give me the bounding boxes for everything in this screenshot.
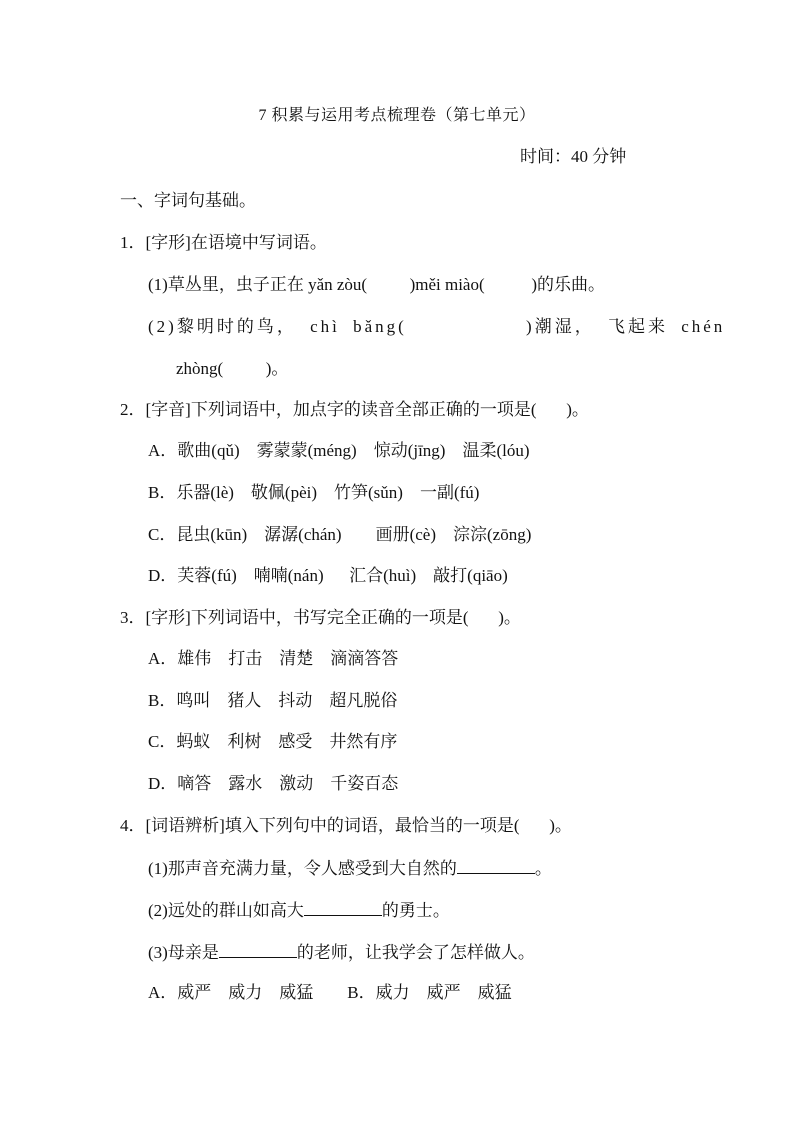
- question-2-stem: 2．[字音]下列词语中，加点字的读音全部正确的一项是( )。: [120, 400, 589, 419]
- question-4-item-2: [148, 899, 450, 922]
- question-4-options: A．威严 威力 威猛 B．威力 威严 威猛: [148, 983, 512, 1002]
- fill-blank[interactable]: [457, 857, 535, 874]
- question-3-option-d: D．嘀答 露水 激动 千姿百态: [148, 774, 399, 793]
- item-3-before: (3)母亲是: [148, 943, 219, 962]
- question-2-option-d: D．芙蓉(fú) 喃喃(nán) 汇合(huì) 敲打(qiāo): [148, 566, 508, 585]
- question-2-option-c: C．昆虫(kūn) 潺潺(chán) 画册(cè) 淙淙(zōng): [148, 525, 532, 544]
- question-1-item-2: (2)黎明时的鸟， chì bǎng( )潮湿， 飞起来 chén: [148, 317, 726, 336]
- question-4-item-1: [148, 857, 552, 880]
- fill-blank[interactable]: [304, 899, 382, 916]
- item-1-before: (1)那声音充满力量，令人感受到大自然的: [148, 859, 457, 878]
- question-1-stem: 1．[字形]在语境中写词语。: [120, 233, 327, 252]
- question-4-item-3: [148, 941, 535, 964]
- item-1-after: 。: [534, 859, 552, 878]
- question-2-option-a: A．歌曲(qǔ) 雾蒙蒙(méng) 惊动(jīng) 温柔(lóu): [148, 441, 530, 460]
- page-title: 7 积累与运用考点梳理卷（第七单元）: [258, 107, 536, 124]
- question-1-item-2-cont: zhòng( )。: [176, 359, 289, 378]
- section-heading: 一、字词句基础。: [120, 191, 256, 210]
- question-2-option-b: B．乐器(lè) 敬佩(pèi) 竹笋(sǔn) 一副(fú): [148, 483, 480, 502]
- question-3-option-a: A．雄伟 打击 清楚 滴滴答答: [148, 649, 399, 668]
- item-3-after: 的老师，让我学会了怎样做人。: [296, 943, 535, 962]
- fill-blank[interactable]: [219, 941, 297, 958]
- question-3-option-c: C．蚂蚁 利树 感受 井然有序: [148, 732, 398, 751]
- item-2-before: (2)远处的群山如高大: [148, 901, 304, 920]
- item-2-after: 的勇士。: [381, 901, 450, 920]
- question-1-item-1: (1)草丛里，虫子正在 yǎn zòu( )měi miào( )的乐曲。: [148, 275, 606, 294]
- question-4-stem: 4．[词语辨析]填入下列句中的词语，最恰当的一项是( )。: [120, 816, 572, 835]
- question-3-option-b: B．鸣叫 猪人 抖动 超凡脱俗: [148, 691, 398, 710]
- time-limit: 时间：40 分钟: [520, 147, 627, 166]
- question-3-stem: 3．[字形]下列词语中，书写完全正确的一项是( )。: [120, 608, 521, 627]
